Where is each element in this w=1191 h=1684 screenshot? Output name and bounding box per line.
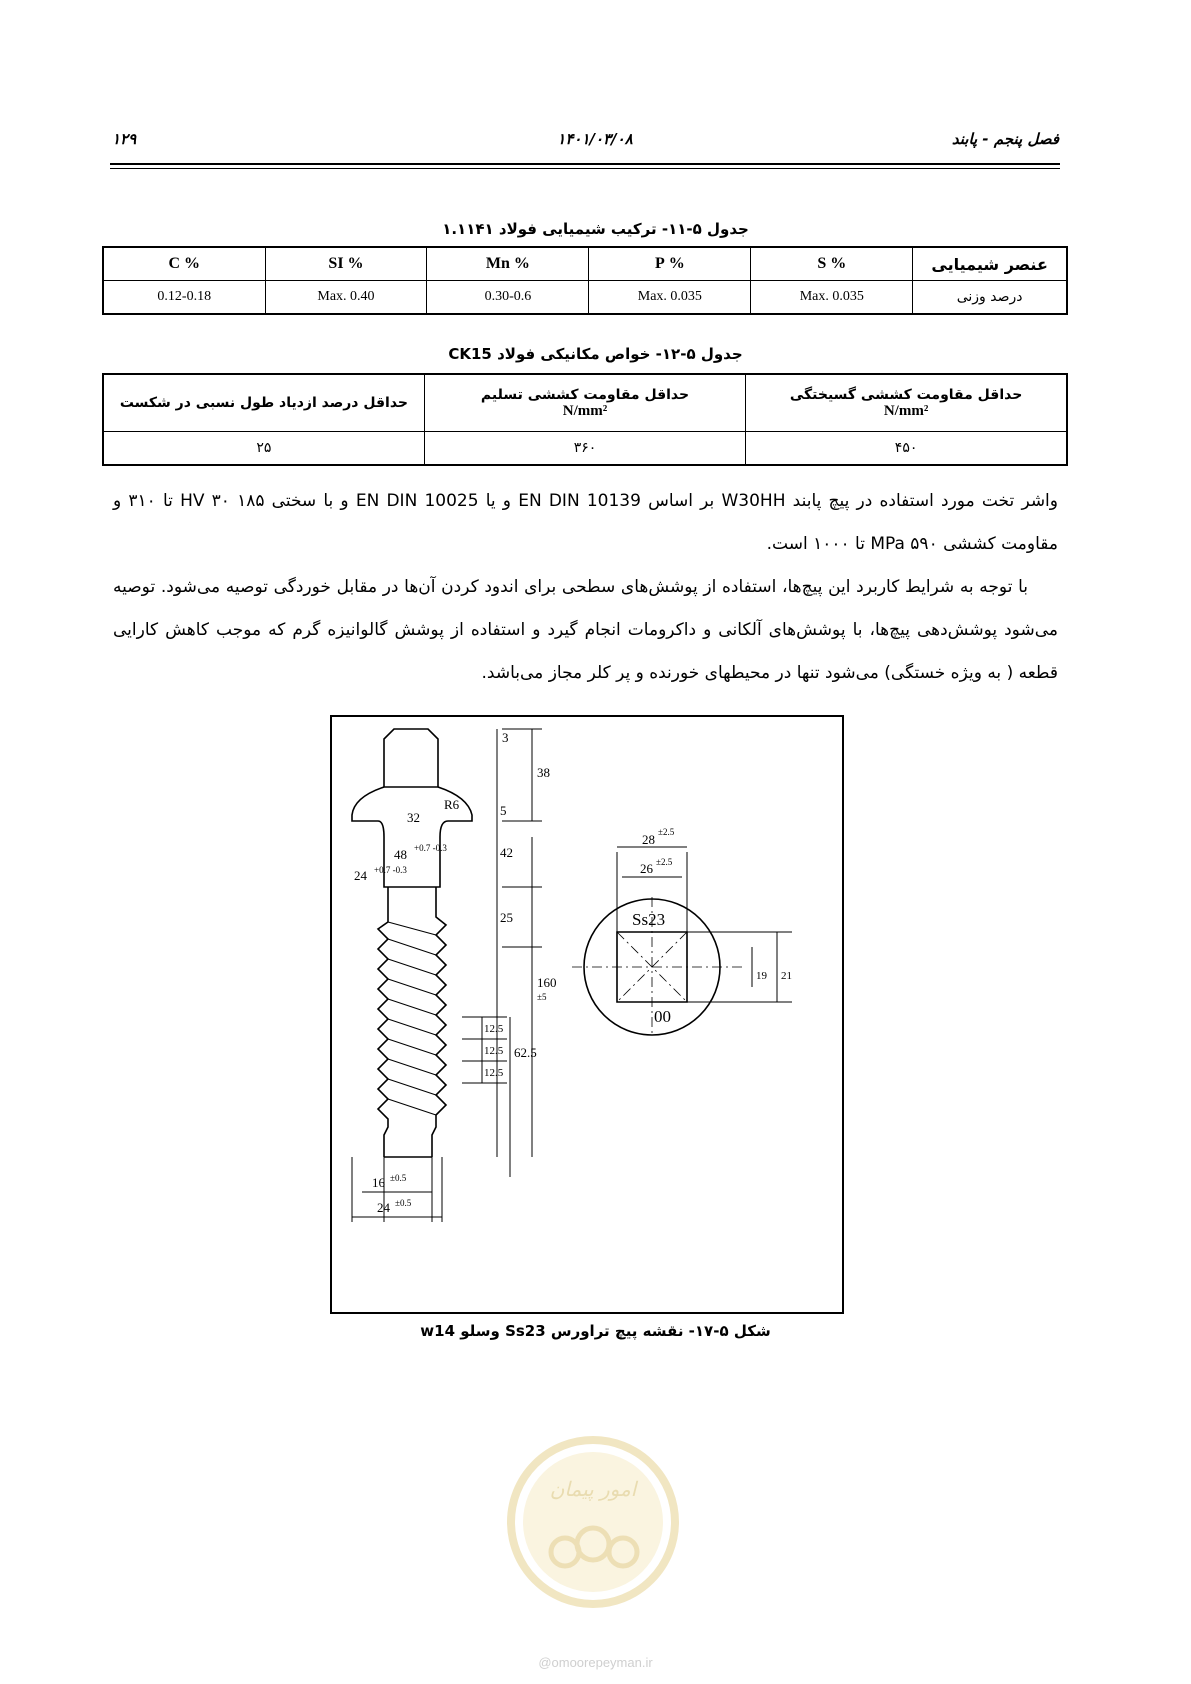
dim-label: 21 [781,970,792,982]
dim-tolerance: +0.7 -0.3 [374,865,407,875]
header-unit: N/mm² [562,402,608,419]
dim-label: 28 [642,832,655,847]
dim-label: 24 [354,868,367,883]
table-header-cell: % P [589,247,751,281]
mechanical-properties-table [102,373,1068,466]
dim-tolerance: ±2.5 [658,827,675,837]
dim-label: 19 [756,970,767,982]
dim-tolerance: ±0.5 [390,1173,407,1183]
table-row [103,432,1067,466]
table-header-cell: % C [103,247,265,281]
table1-caption: جدول ۵-۱۱- ترکیب شیمیایی فولاد ۱.۱۱۴۱ [442,220,749,238]
table-header-cell: % Mn [427,247,589,281]
dim-tolerance: ±5 [537,992,547,1002]
paragraph-washer: واشر تخت مورد استفاده در پیچ پابند W30HH بر اساس EN DIN 10139 و یا EN DIN 10025 و با سختی HV ۳۰ ۱۸۵ تا ۳۱۰ و مقاومت کششی MPa ۵۹۰ تا ۱۰۰۰ است. [113,491,1058,554]
screw-drawing [332,717,842,1312]
table-header-cell: % SI [265,247,427,281]
table-cell: ۴۵۰ [746,432,1067,466]
dim-label: 16 [372,1175,385,1190]
table-header-cell [103,374,424,432]
dim-label: 12.5 [484,1023,504,1035]
table2-caption: جدول ۵-۱۲- خواص مکانیکی فولاد CK15 [448,345,743,363]
header-rule-thin [110,168,1060,169]
watermark-url: @omoorepeyman.ir [538,1655,653,1670]
dim-label: 5 [500,803,507,818]
dim-tolerance: ±2.5 [656,857,673,867]
table-header-row [103,374,1067,432]
table-row [103,281,1067,315]
table-cell: Max. 0.035 [751,281,913,315]
dim-label: 12.5 [484,1067,504,1079]
dim-label: 12.5 [484,1045,504,1057]
table-header-cell: % S [751,247,913,281]
table-header-row [103,247,1067,281]
table-cell: ۳۶۰ [424,432,745,466]
table-cell: 0.30-0.6 [427,281,589,315]
paragraph-coating: با توجه به شرایط کاربرد این پیچ‌ها، استفاده از پوشش‌های سطحی برای اندود کردن آن‌ها در مقابل خوردگی توصیه می‌شود. توصیه می‌شود پوشش‌دهی پیچ‌ها، با پوشش‌های آلکانی و داکرومات انجام گیرد و استفاده از پوشش گالوانیزه گرم که موجب کاهش کارایی قطعه ( به ویژه خستگی) می‌شود تنها در محیطهای خورنده و پر کلر مجاز می‌باشد. [113,577,1058,683]
dim-label: 62.5 [514,1045,537,1060]
dim-label: 38 [537,765,550,780]
page-number: ۱۲۹ [112,130,137,148]
header-label: حداقل مقاومت کششی تسلیم [480,386,690,403]
watermark-logo [503,1432,683,1612]
watermark-brand: امور پیمان [549,1477,637,1501]
table-cell: Max. 0.035 [589,281,751,315]
dim-label: 24 [377,1200,390,1215]
dim-label: 25 [500,910,513,925]
dim-label: 42 [500,845,513,860]
chemical-composition-table [102,246,1068,315]
section-code: 00 [654,1007,671,1026]
header-rule [110,163,1060,165]
chapter-title: فصل پنجم - پابند [951,130,1059,148]
table-cell: Max. 0.40 [265,281,427,315]
header-date: ۱۴۰۱/۰۳/۰۸ [557,130,633,148]
table-cell: درصد وزنی [913,281,1067,315]
dim-label: R6 [444,797,460,812]
dim-label: 3 [502,730,509,745]
header-label: حداقل مقاومت کششی گسیختگی [789,386,1023,403]
screw-drawing-frame [330,715,844,1314]
table-header-cell: عنصر شیمیایی [913,247,1067,281]
table-header-cell [746,374,1067,432]
dim-tolerance: +0.7 -0.3 [414,843,447,853]
table-cell: ۲۵ [103,432,424,466]
header-label: حداقل درصد ازدیاد طول نسبی در شکست [119,395,409,411]
table-header-cell [424,374,745,432]
section-label: Ss23 [632,910,666,929]
dim-label: 32 [407,810,420,825]
table-cell: 0.12-0.18 [103,281,265,315]
header-unit: N/mm² [883,402,929,419]
dim-tolerance: ±0.5 [395,1198,412,1208]
dim-label: 160 [537,975,557,990]
dim-label: 48 [394,847,407,862]
dim-label: 26 [640,861,653,876]
figure-caption: شکل ۵-۱۷- نقشه پیچ تراورس Ss23 وسلو w14 [420,1322,771,1340]
